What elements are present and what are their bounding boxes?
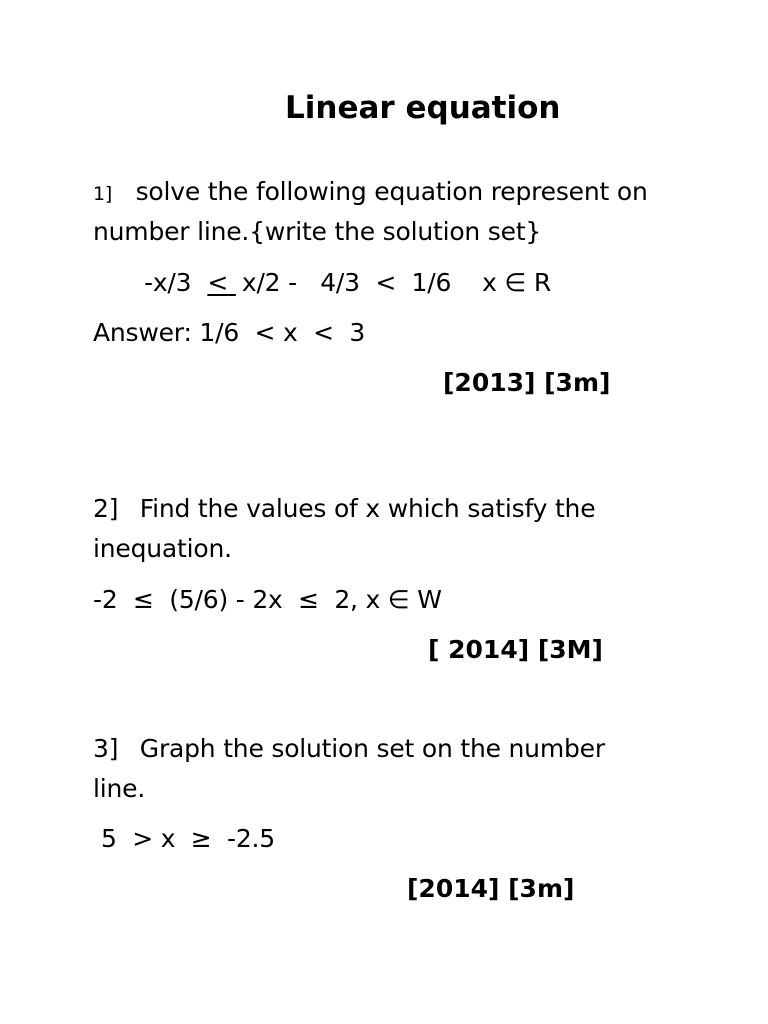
question-1-number: 1] bbox=[93, 183, 113, 205]
question-3-text-line-1: Graph the solution set on the number bbox=[139, 734, 605, 763]
question-2-year-marks: [ 2014] [3M] bbox=[428, 635, 603, 664]
question-1-text-line-1: solve the following equation represent on bbox=[135, 177, 648, 206]
question-1-expression-right: x/2 - 4/3 < 1/6 x ∈ R bbox=[241, 268, 552, 297]
page-title: Linear equation bbox=[285, 90, 561, 126]
question-3-line-2: line. bbox=[93, 774, 146, 803]
question-2-text-line-1: Find the values of x which satisfy the bbox=[139, 494, 596, 523]
question-2-number: 2] bbox=[93, 494, 119, 523]
question-1-line-1 bbox=[93, 177, 648, 209]
question-1-expression-left: -x/3 bbox=[144, 268, 192, 297]
question-1-expression bbox=[144, 268, 551, 298]
question-2-line-1 bbox=[93, 494, 595, 524]
question-3-expression: 5 > x ≥ -2.5 bbox=[101, 824, 276, 853]
question-2-expression: -2 ≤ (5/6) - 2x ≤ 2, x ∈ W bbox=[93, 585, 442, 614]
question-3-year-marks: [2014] [3m] bbox=[407, 874, 575, 903]
question-1-line-2: number line.{write the solution set} bbox=[93, 217, 542, 246]
question-1-answer: Answer: 1/6 < x < 3 bbox=[93, 318, 366, 347]
question-2-line-2: inequation. bbox=[93, 534, 232, 563]
question-1-year-marks: [2013] [3m] bbox=[443, 368, 611, 397]
question-3-line-1 bbox=[93, 734, 605, 764]
question-3-number: 3] bbox=[93, 734, 119, 763]
question-1-underlined-symbol: < bbox=[207, 268, 229, 297]
